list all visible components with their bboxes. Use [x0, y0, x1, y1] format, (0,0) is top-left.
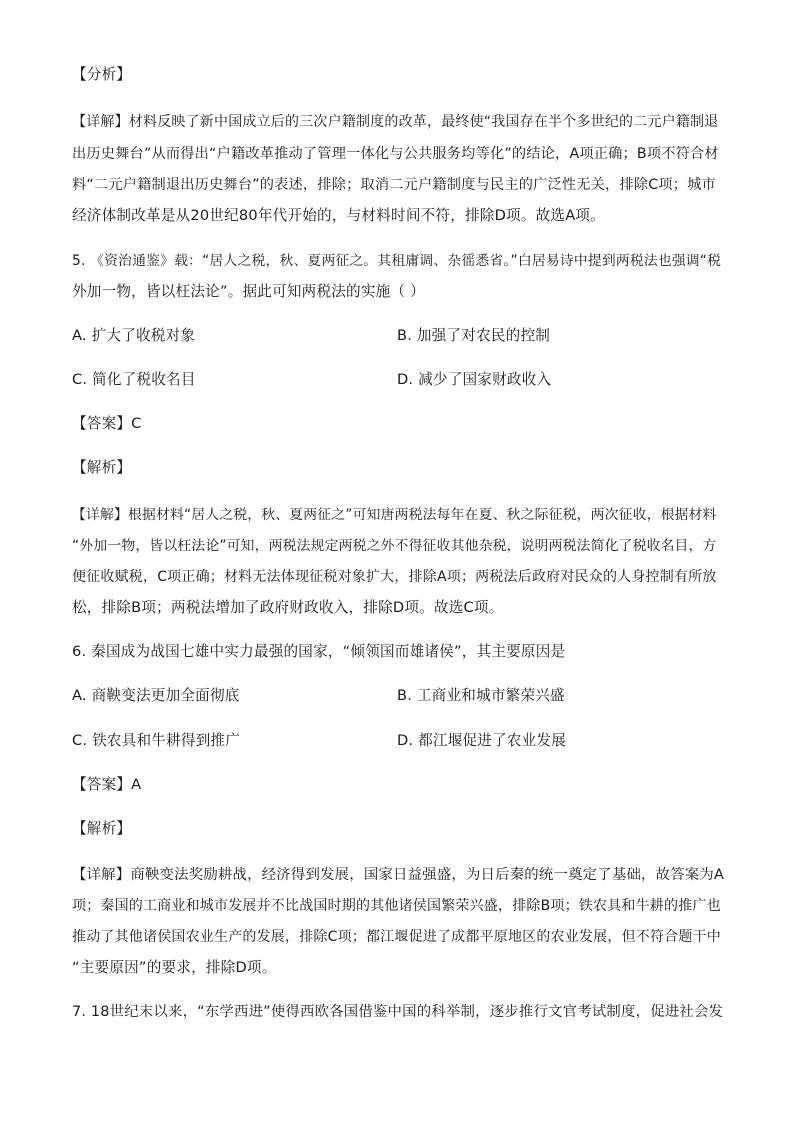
- q5-option-b: B. 加强了对农民的控制: [397, 327, 551, 344]
- q6-option-d: D. 都江堰促进了农业发展: [397, 732, 567, 749]
- detail-q4-line-1: 【详解】材料反映了新中国成立后的三次户籍制度的改革，最终使“我国存在半个多世纪的二元户籍制退: [72, 114, 719, 130]
- q6-detail-line-4: “主要原因”的要求，排除D项。: [72, 959, 277, 976]
- q5-detail-line-2: “外加一物，皆以枉法论”可知，两税法规定两税之外不得征收其他杂税，说明两税法简化了税收名目，方: [72, 538, 717, 554]
- q5-detail-line-1: 【详解】根据材料“居人之税，秋、夏两征之”可知唐两税法每年在夏、秋之际征税，两次征收，根据材料: [72, 507, 717, 523]
- q5-stem-line-1: 5. 《资治通鉴》载：“居人之税，秋、夏两征之。其租庸调、杂徭悉省。”白居易诗中提到两税法也强调“税: [72, 253, 722, 269]
- q6-detail-line-3: 推动了其他诸侯国农业生产的发展，排除C项；都江堰促进了成都平原地区的农业发展，但不符合题干中: [72, 929, 721, 945]
- q5-detail-line-3: 便征收赋税，C项正确；材料无法体现征税对象扩大，排除A项；两税法后政府对民众的人身控制有所放: [72, 569, 717, 585]
- q5-detail-line-4: 松，排除B项；两税法增加了政府财政收入，排除D项。故选C项。: [72, 599, 504, 616]
- q5-option-a: A. 扩大了收税对象: [72, 327, 196, 344]
- q6-option-c: C. 铁农具和牛耕得到推广: [72, 732, 241, 749]
- q5-analysis-label: 【解析】: [72, 459, 132, 476]
- q6-detail-line-1: 【详解】商鞅变法奖励耕战，经济得到发展，国家日益强盛，为日后秦的统一奠定了基础，故答案为A: [72, 867, 725, 883]
- q6-analysis-label: 【解析】: [72, 820, 132, 837]
- q5-option-d: D. 减少了国家财政收入: [397, 371, 552, 388]
- detail-q4-line-3: 料“二元户籍制退出历史舞台”的表述，排除；取消二元户籍制度与民主的广泛性无关，排除C项；城市: [72, 177, 716, 193]
- q6-option-a: A. 商鞅变法更加全面彻底: [72, 687, 240, 704]
- q5-answer: 【答案】C: [72, 415, 142, 432]
- detail-q4-line-2: 出历史舞台”从而得出“户籍改革推动了管理一体化与公共服务均等化”的结论，A项正确；B项不符合材: [72, 146, 719, 162]
- q5-option-c: C. 简化了税收名目: [72, 371, 196, 388]
- q6-stem: 6. 秦国成为战国七雄中实力最强的国家，“倾领国而雄诸侯”，其主要原因是: [72, 643, 566, 660]
- q6-answer: 【答案】A: [72, 776, 142, 793]
- detail-q4-line-4: 经济体制改革是从20世纪80年代开始的，与材料时间不符，排除D项。故选A项。: [72, 207, 605, 224]
- q5-stem-line-2: 外加一物，皆以枉法论”。据此可知两税法的实施（ ）: [72, 283, 425, 300]
- q7-stem: 7. 18世纪末以来，“东学西进”使得西欧各国借鉴中国的科举制，逐步推行文官考试制度，促进社会发: [72, 1004, 724, 1020]
- analysis-label-q4: 【分析】: [72, 66, 132, 83]
- q6-option-b: B. 工商业和城市繁荣兴盛: [397, 687, 565, 704]
- q6-detail-line-2: 项；秦国的工商业和城市发展并不比战国时期的其他诸侯国繁荣兴盛，排除B项；铁农具和牛耕的推广也: [72, 898, 721, 914]
